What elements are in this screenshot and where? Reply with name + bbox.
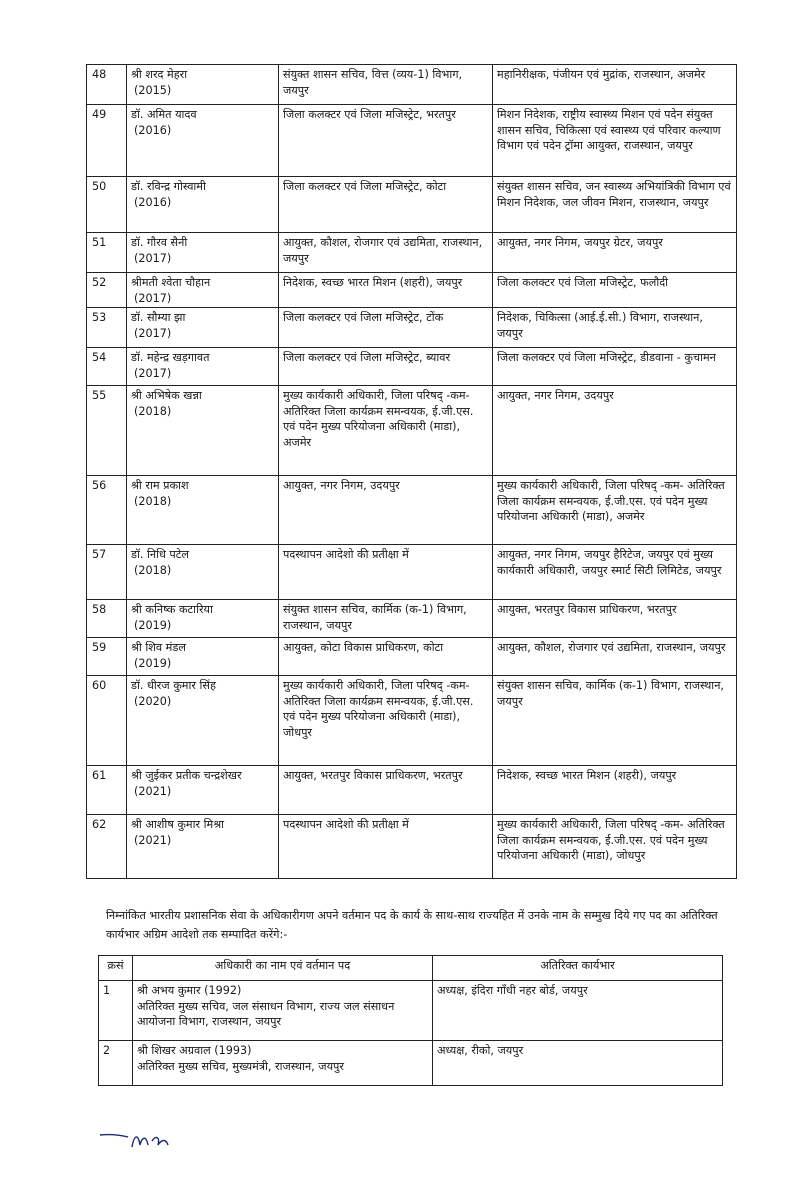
table-row bbox=[99, 981, 723, 1041]
officer-name: श्री अभिषेक खन्ना bbox=[131, 389, 202, 402]
table-row bbox=[87, 676, 737, 766]
serial-cell: 53 bbox=[87, 308, 127, 348]
officer-name: श्री कनिष्क कटारिया bbox=[131, 603, 213, 616]
officer-cell bbox=[127, 676, 279, 766]
officer-cell bbox=[127, 273, 279, 308]
serial-cell: 49 bbox=[87, 105, 127, 177]
current-post-cell: जिला कलक्टर एवं जिला मजिस्ट्रेट, टोंक bbox=[279, 308, 493, 348]
serial-cell: 54 bbox=[87, 348, 127, 386]
officer-cell bbox=[127, 476, 279, 545]
current-post-cell: जिला कलक्टर एवं जिला मजिस्ट्रेट, भरतपुर bbox=[279, 105, 493, 177]
officer-cell bbox=[127, 308, 279, 348]
officer-cell bbox=[127, 638, 279, 676]
current-post-cell: पदस्थापन आदेशो की प्रतीक्षा में bbox=[279, 545, 493, 600]
table-row bbox=[87, 600, 737, 638]
new-post-cell: आयुक्त, नगर निगम, जयपुर हैरिटेज, जयपुर एवं मुख्य कार्यकारी अधिकारी, जयपुर स्मार्ट सिटी लिमिटेड, जयपुर bbox=[493, 545, 737, 600]
officer-name: डॉ. अमित यादव bbox=[131, 108, 197, 121]
table-row bbox=[87, 638, 737, 676]
serial-cell: 2 bbox=[99, 1041, 133, 1086]
serial-cell: 61 bbox=[87, 766, 127, 815]
serial-cell: 50 bbox=[87, 177, 127, 233]
serial-cell: 59 bbox=[87, 638, 127, 676]
officer-cell bbox=[127, 233, 279, 273]
new-post-cell: आयुक्त, नगर निगम, उदयपुर bbox=[493, 386, 737, 476]
new-post-cell: जिला कलक्टर एवं जिला मजिस्ट्रेट, फलौदी bbox=[493, 273, 737, 308]
new-post-cell: महानिरीक्षक, पंजीयन एवं मुद्रांक, राजस्थान, अजमेर bbox=[493, 65, 737, 105]
batch-year: (2016) bbox=[134, 123, 172, 137]
officer-name: डॉ. गौरव सैनी bbox=[131, 236, 188, 249]
batch-year: (2017) bbox=[134, 326, 172, 340]
current-post-cell: आयुक्त, भरतपुर विकास प्राधिकरण, भरतपुर bbox=[279, 766, 493, 815]
current-post-cell: जिला कलक्टर एवं जिला मजिस्ट्रेट, कोटा bbox=[279, 177, 493, 233]
officer-header: अधिकारी का नाम एवं वर्तमान पद bbox=[133, 956, 433, 981]
officer-name: श्री शिव मंडल bbox=[131, 641, 186, 654]
serial-cell: 60 bbox=[87, 676, 127, 766]
batch-year: (2017) bbox=[134, 366, 172, 380]
serial-cell: 58 bbox=[87, 600, 127, 638]
serial-cell: 1 bbox=[99, 981, 133, 1041]
serial-cell: 51 bbox=[87, 233, 127, 273]
officer-name: डॉ. महेन्द्र खड़गावत bbox=[131, 351, 210, 364]
batch-year: (2017) bbox=[134, 291, 172, 305]
additional-charge-table bbox=[98, 955, 723, 1086]
officer-name: डॉ. रविन्द्र गोस्वामी bbox=[131, 180, 206, 193]
current-post-cell: जिला कलक्टर एवं जिला मजिस्ट्रेट, ब्यावर bbox=[279, 348, 493, 386]
new-post-cell: निदेशक, स्वच्छ भारत मिशन (शहरी), जयपुर bbox=[493, 766, 737, 815]
officer-cell bbox=[127, 65, 279, 105]
serial-cell: 57 bbox=[87, 545, 127, 600]
new-post-cell: आयुक्त, भरतपुर विकास प्राधिकरण, भरतपुर bbox=[493, 600, 737, 638]
serial-cell: 55 bbox=[87, 386, 127, 476]
new-post-cell: जिला कलक्टर एवं जिला मजिस्ट्रेट, डीडवाना - कुचामन bbox=[493, 348, 737, 386]
table-row bbox=[87, 233, 737, 273]
table-row bbox=[87, 105, 737, 177]
batch-year: (2018) bbox=[134, 494, 172, 508]
officer-cell bbox=[133, 981, 433, 1041]
serial-header: क्रसं bbox=[99, 956, 133, 981]
current-post-cell: आयुक्त, कौशल, रोजगार एवं उद्यमिता, राजस्थान, जयपुर bbox=[279, 233, 493, 273]
current-post-cell: संयुक्त शासन सचिव, वित्त (व्यय-1) विभाग, जयपुर bbox=[279, 65, 493, 105]
officer-name: श्री आशीष कुमार मिश्रा bbox=[131, 818, 225, 831]
batch-year: (2021) bbox=[134, 833, 172, 847]
officer-post: अतिरिक्त मुख्य सचिव, मुख्यमंत्री, राजस्थान, जयपुर bbox=[137, 1059, 344, 1073]
officer-cell bbox=[127, 177, 279, 233]
officer-name: श्री अभय कुमार (1992) bbox=[137, 984, 242, 997]
additional-charge-note: निम्नांकित भारतीय प्रशासनिक सेवा के अधिकारीगण अपने वर्तमान पद के कार्य के साथ-साथ राज्यहित में उनके नाम के सम्मुख दिये गए पद का अतिरिक्त कार्यभार अग्रिम आदेशो तक सम्पादित करेंगे:- bbox=[106, 909, 718, 941]
serial-cell: 52 bbox=[87, 273, 127, 308]
batch-year: (2018) bbox=[134, 404, 172, 418]
officer-cell bbox=[133, 1041, 433, 1086]
officer-cell bbox=[127, 386, 279, 476]
batch-year: (2021) bbox=[134, 784, 172, 798]
table-row bbox=[87, 815, 737, 879]
batch-year: (2016) bbox=[134, 195, 172, 209]
officer-cell bbox=[127, 600, 279, 638]
officer-cell bbox=[127, 766, 279, 815]
current-post-cell: आयुक्त, नगर निगम, उदयपुर bbox=[279, 476, 493, 545]
table-row bbox=[87, 65, 737, 105]
batch-year: (2019) bbox=[134, 618, 172, 632]
table-row bbox=[87, 476, 737, 545]
officer-post: अतिरिक्त मुख्य सचिव, जल संसाधन विभाग, राज्य जल संसाधन आयोजना विभाग, राजस्थान, जयपुर bbox=[137, 999, 395, 1028]
batch-year: (2020) bbox=[134, 694, 172, 708]
batch-year: (2019) bbox=[134, 656, 172, 670]
officer-cell bbox=[127, 105, 279, 177]
officer-name: डॉ. सौम्या झा bbox=[131, 311, 186, 324]
officer-name: डॉ. निधि पटेल bbox=[131, 548, 190, 561]
table-row bbox=[87, 273, 737, 308]
current-post-cell: पदस्थापन आदेशो की प्रतीक्षा में bbox=[279, 815, 493, 879]
officer-name: श्री शरद मेहरा bbox=[131, 68, 188, 81]
officer-cell bbox=[127, 348, 279, 386]
charge-cell: अध्यक्ष, इंदिरा गाँधी नहर बोर्ड, जयपुर bbox=[433, 981, 723, 1041]
signature bbox=[96, 1125, 186, 1155]
serial-cell: 56 bbox=[87, 476, 127, 545]
header-row bbox=[99, 956, 723, 981]
charge-cell: अध्यक्ष, रीको, जयपुर bbox=[433, 1041, 723, 1086]
new-post-cell: निदेशक, चिकित्सा (आई.ई.सी.) विभाग, राजस्थान, जयपुर bbox=[493, 308, 737, 348]
table-row bbox=[99, 1041, 723, 1086]
table-row bbox=[87, 545, 737, 600]
officer-cell bbox=[127, 545, 279, 600]
new-post-cell: मिशन निदेशक, राष्ट्रीय स्वास्थ्य मिशन एवं पदेन संयुक्त शासन सचिव, चिकित्सा एवं स्वास्थ्य एवं परिवार कल्याण विभाग एवं पदेन ट्रॉमा आयुक्त, राजस्थान, जयपुर bbox=[493, 105, 737, 177]
new-post-cell: मुख्य कार्यकारी अधिकारी, जिला परिषद् -कम- अतिरिक्त जिला कार्यक्रम समन्वयक, ई.जी.एस. एवं पदेन मुख्य परियोजना अधिकारी (माडा), जोधपुर bbox=[493, 815, 737, 879]
batch-year: (2018) bbox=[134, 563, 172, 577]
table-row bbox=[87, 386, 737, 476]
batch-year: (2017) bbox=[134, 251, 172, 265]
new-post-cell: आयुक्त, कौशल, रोजगार एवं उद्यमिता, राजस्थान, जयपुर bbox=[493, 638, 737, 676]
current-post-cell: आयुक्त, कोटा विकास प्राधिकरण, कोटा bbox=[279, 638, 493, 676]
officer-name: श्रीमती श्वेता चौहान bbox=[131, 276, 211, 289]
current-post-cell: मुख्य कार्यकारी अधिकारी, जिला परिषद् -कम- अतिरिक्त जिला कार्यक्रम समन्वयक, ई.जी.एस. एवं पदेन मुख्य परियोजना अधिकारी (माडा), जोधपुर bbox=[279, 676, 493, 766]
current-post-cell: मुख्य कार्यकारी अधिकारी, जिला परिषद् -कम- अतिरिक्त जिला कार्यक्रम समन्वयक, ई.जी.एस. एवं पदेन मुख्य परियोजना अधिकारी (माडा), अजमेर bbox=[279, 386, 493, 476]
officer-name: श्री शिखर अग्रवाल (1993) bbox=[137, 1044, 252, 1057]
batch-year: (2015) bbox=[134, 83, 172, 97]
new-post-cell: संयुक्त शासन सचिव, जन स्वास्थ्य अभियांत्रिकी विभाग एवं मिशन निदेशक, जल जीवन मिशन, राजस्थान, जयपुर bbox=[493, 177, 737, 233]
new-post-cell: संयुक्त शासन सचिव, कार्मिक (क-1) विभाग, राजस्थान, जयपुर bbox=[493, 676, 737, 766]
serial-cell: 62 bbox=[87, 815, 127, 879]
table-row bbox=[87, 766, 737, 815]
officer-name: श्री राम प्रकाश bbox=[131, 479, 189, 492]
current-post-cell: निदेशक, स्वच्छ भारत मिशन (शहरी), जयपुर bbox=[279, 273, 493, 308]
table-row bbox=[87, 177, 737, 233]
table-row bbox=[87, 308, 737, 348]
serial-cell: 48 bbox=[87, 65, 127, 105]
current-post-cell: संयुक्त शासन सचिव, कार्मिक (क-1) विभाग, राजस्थान, जयपुर bbox=[279, 600, 493, 638]
table-row bbox=[87, 348, 737, 386]
officer-name: डॉ. धीरज कुमार सिंह bbox=[131, 679, 216, 692]
charge-header: अतिरिक्त कार्यभार bbox=[433, 956, 723, 981]
transfer-table bbox=[86, 64, 737, 879]
officer-name: श्री जुईकर प्रतीक चन्द्रशेखर bbox=[131, 769, 242, 782]
new-post-cell: आयुक्त, नगर निगम, जयपुर ग्रेटर, जयपुर bbox=[493, 233, 737, 273]
new-post-cell: मुख्य कार्यकारी अधिकारी, जिला परिषद् -कम- अतिरिक्त जिला कार्यक्रम समन्वयक, ई.जी.एस. एवं पदेन मुख्य परियोजना अधिकारी (माडा), अजमेर bbox=[493, 476, 737, 545]
officer-cell bbox=[127, 815, 279, 879]
